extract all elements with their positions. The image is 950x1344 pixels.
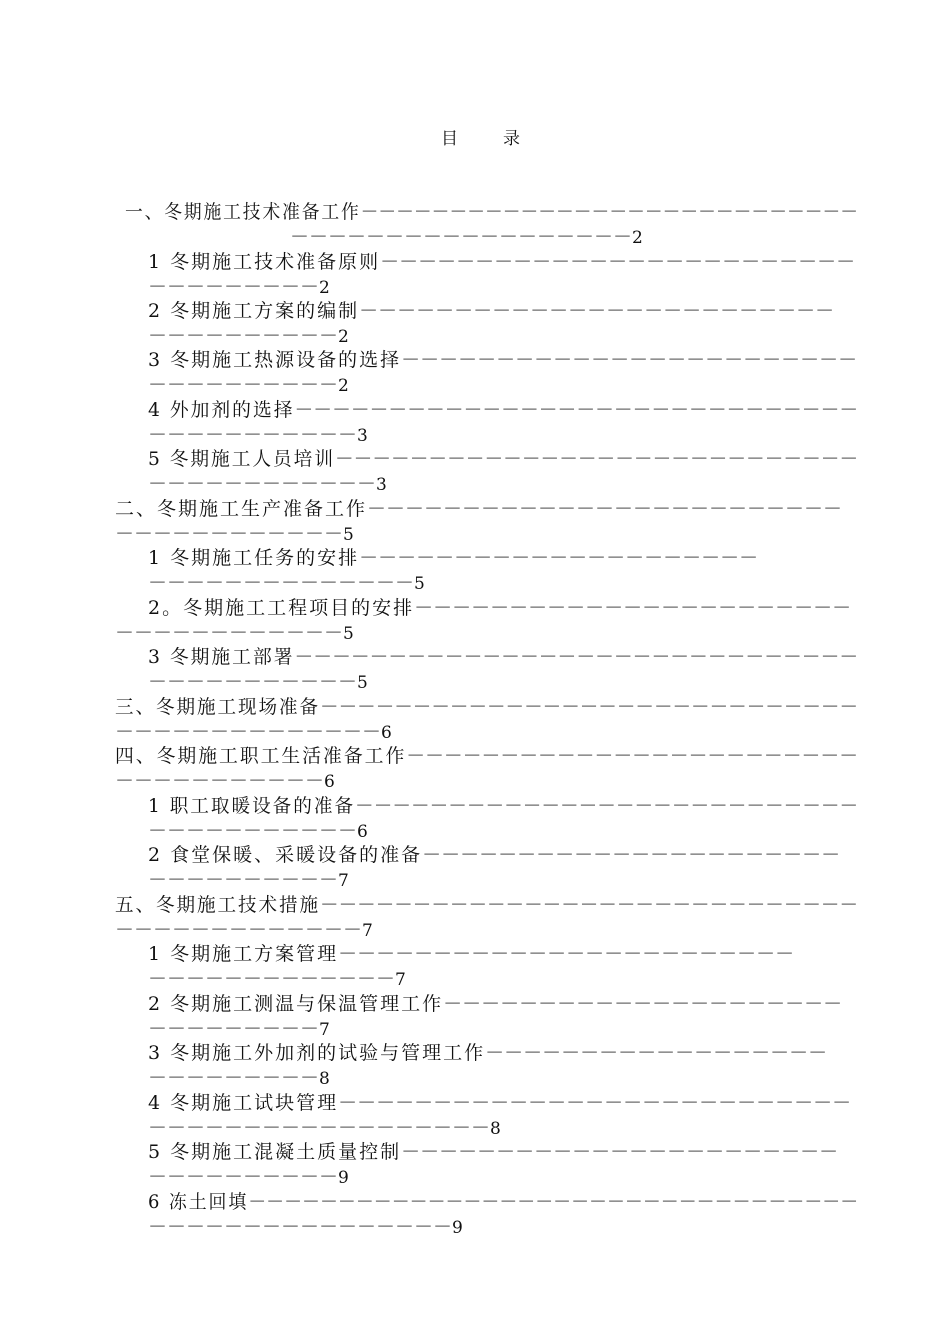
toc-leader-dashes: －－－－－－－－－－: [148, 325, 339, 347]
toc-page-number: 2: [632, 228, 643, 248]
toc-leader-dashes: －－－－－－－－－－－－－－－－－－－－－－－－－－－－－－: [294, 646, 859, 668]
toc-leader-dashes: －－－－－－－－－－－－－－－－－－－－－－－: [401, 1141, 839, 1163]
toc-page-number: 5: [343, 525, 354, 545]
toc-leader-dashes: －－－－－－－－－－－－－－－－－－－－－－－－－－－: [355, 795, 859, 817]
toc-entry-label: 四、冬期施工职工生活准备工作: [115, 745, 407, 767]
toc-leader-dashes: －－－－－－－－－－－: [115, 770, 325, 792]
toc-page-number: 2: [338, 327, 349, 347]
toc-entry-label: 五、冬期施工技术措施: [115, 894, 321, 916]
toc-leader-dashes: －－－－－－－－－－－－－－－－－－－－－－－－: [338, 943, 795, 965]
toc-leader-dashes: －－－－－－－－－－－－－: [148, 968, 396, 990]
toc-page-number: 7: [319, 1020, 330, 1040]
toc-leader-dashes: －－－－－－－－－－－－－－－－－－－－－－－－－－－－－: [320, 696, 859, 718]
toc-entry-label: 二、冬期施工生产准备工作: [115, 498, 368, 520]
toc-page-number: 5: [357, 673, 368, 693]
toc-leader-dashes: －－－－－－－－－－－－－－－－－－: [148, 1117, 491, 1139]
toc-leader-dashes: －－－－－－－－－－－－－－－－－－－－－: [443, 993, 843, 1015]
toc-page-number: 9: [338, 1168, 349, 1188]
toc-page-number: 6: [381, 723, 392, 743]
toc-entry-label: 3 冬期施工热源设备的选择: [148, 349, 402, 371]
toc-leader-dashes: －－－－－－－－－: [148, 1018, 320, 1040]
toc-entry-label: 3 冬期施工部署: [148, 646, 295, 668]
toc-page-number: 9: [452, 1218, 463, 1238]
toc-entry-label: 一、冬期施工技术准备工作: [125, 201, 361, 223]
toc-leader-dashes: －－－－－－－－－－－－－－－－－－－－－－－－: [406, 745, 859, 767]
toc-entry-label: 4 冬期施工试块管理: [148, 1092, 339, 1114]
toc-leader-dashes: －－－－－－－－－－－－－－: [115, 721, 382, 743]
toc-leader-dashes: －－－－－－－－－－－: [148, 820, 358, 842]
toc-entry-label: 1 冬期施工方案管理: [148, 943, 339, 965]
toc-leader-dashes: －－－－－－－－－－－－－－－－－－－－－－－－－－－－－－－－－－: [248, 1191, 859, 1213]
toc-leader-dashes: －－－－－－－－－－－: [148, 671, 358, 693]
toc-title: 目 录: [441, 129, 534, 149]
toc-page-number: 3: [376, 475, 387, 495]
toc-entry-label: 5 冬期施工人员培训: [148, 448, 335, 470]
toc-leader-dashes: －－－－－－－－－－－－－－－－－－－－－－－－－: [367, 498, 843, 520]
toc-page-number: 5: [414, 574, 425, 594]
toc-leader-dashes: －－－－－－－－－－－－－－－－－－－－－－－－－: [380, 251, 856, 273]
toc-entry-label: 1 冬期施工任务的安排: [148, 547, 360, 569]
toc-page-number: 7: [395, 970, 406, 990]
toc-page-number: 2: [338, 376, 349, 396]
toc-leader-dashes: －－－－－－－－－－－－: [148, 473, 377, 495]
toc-entry-label: 2 冬期施工测温与保温管理工作: [148, 993, 444, 1015]
toc-leader-dashes: －－－－－－－－－: [148, 1067, 320, 1089]
toc-entry-label: 1 冬期施工技术准备原则: [148, 251, 381, 273]
toc-page-number: 7: [338, 871, 349, 891]
toc-entry-label: 5 冬期施工混凝土质量控制: [148, 1141, 402, 1163]
toc-leader-dashes: －－－－－－－－－－－－－－－－－－－－－－: [422, 844, 841, 866]
toc-leader-dashes: －－－－－－－－－－－－－－－－－－－－－－－: [414, 597, 852, 619]
toc-leader-dashes: －－－－－－－－－: [148, 276, 320, 298]
toc-leader-dashes: －－－－－－－－－－－－－－－－－－－－－－－－－－－－: [334, 448, 859, 470]
toc-leader-dashes: －－－－－－－－－－－－－－－－－－－－－－－－－－－－－: [320, 894, 859, 916]
toc-leader-dashes: －－－－－－－－－－－－－－－－－－－－－－－－－－－－－－: [294, 399, 859, 421]
toc-leader-dashes: －－－－－－－－－－－－－－－－－－: [485, 1042, 828, 1064]
toc-entry-label: 2。冬期施工工程项目的安排: [148, 597, 415, 619]
toc-leader-dashes: －－－－－－－－－－－－－－: [148, 572, 415, 594]
toc-leader-dashes: －－－－－－－－－－－－: [115, 523, 344, 545]
toc-leader-dashes: －－－－－－－－－－－－－: [115, 919, 363, 941]
toc-leader-dashes: －－－－－－－－－－: [148, 1166, 339, 1188]
toc-leader-dashes: －－－－－－－－－－－－－－－－－－－－－－－－: [401, 349, 858, 371]
toc-leader-dashes: －－－－－－－－－－－－－－－－－－－－－－－－－－－－: [360, 201, 859, 223]
toc-leader-dashes: －－－－－－－－－－: [148, 374, 339, 396]
toc-entry-label: 4 外加剂的选择: [148, 399, 295, 421]
toc-leader-dashes: －－－－－－－－－－－－－－－－－－－－－－－－－: [359, 300, 835, 322]
toc-leader-dashes: －－－－－－－－－－－－－－－－: [148, 1216, 453, 1238]
toc-page-number: 3: [357, 426, 368, 446]
toc-entry-label: 1 职工取暖设备的准备: [148, 795, 356, 817]
toc-leader-dashes: －－－－－－－－－－－－－－－－－－－－－: [359, 547, 759, 569]
toc-page-number: 8: [490, 1119, 501, 1139]
toc-entry-label: 2 食堂保暖、采暖设备的准备: [148, 844, 423, 866]
toc-entry-label: 3 冬期施工外加剂的试验与管理工作: [148, 1042, 486, 1064]
toc-page-number: 2: [319, 278, 330, 298]
toc-leader-dashes: －－－－－－－－－－: [148, 869, 339, 891]
toc-entry-label: 三、冬期施工现场准备: [115, 696, 321, 718]
toc-page-number: 6: [324, 772, 335, 792]
toc-page-number: 5: [343, 624, 354, 644]
toc-leader-dashes: －－－－－－－－－－－－－－－－－－－－－－－－－－－: [338, 1092, 852, 1114]
toc-leader-dashes: －－－－－－－－－－－－－－－－－－: [290, 226, 633, 248]
toc-entry-label: 6 冻土回填: [148, 1191, 249, 1213]
toc-leader-dashes: －－－－－－－－－－－－: [115, 622, 344, 644]
toc-page-number: 6: [357, 822, 368, 842]
toc-entry-label: 2 冬期施工方案的编制: [148, 300, 360, 322]
toc-page-number: 7: [362, 921, 373, 941]
toc-leader-dashes: －－－－－－－－－－－: [148, 424, 358, 446]
toc-page-number: 8: [319, 1069, 330, 1089]
